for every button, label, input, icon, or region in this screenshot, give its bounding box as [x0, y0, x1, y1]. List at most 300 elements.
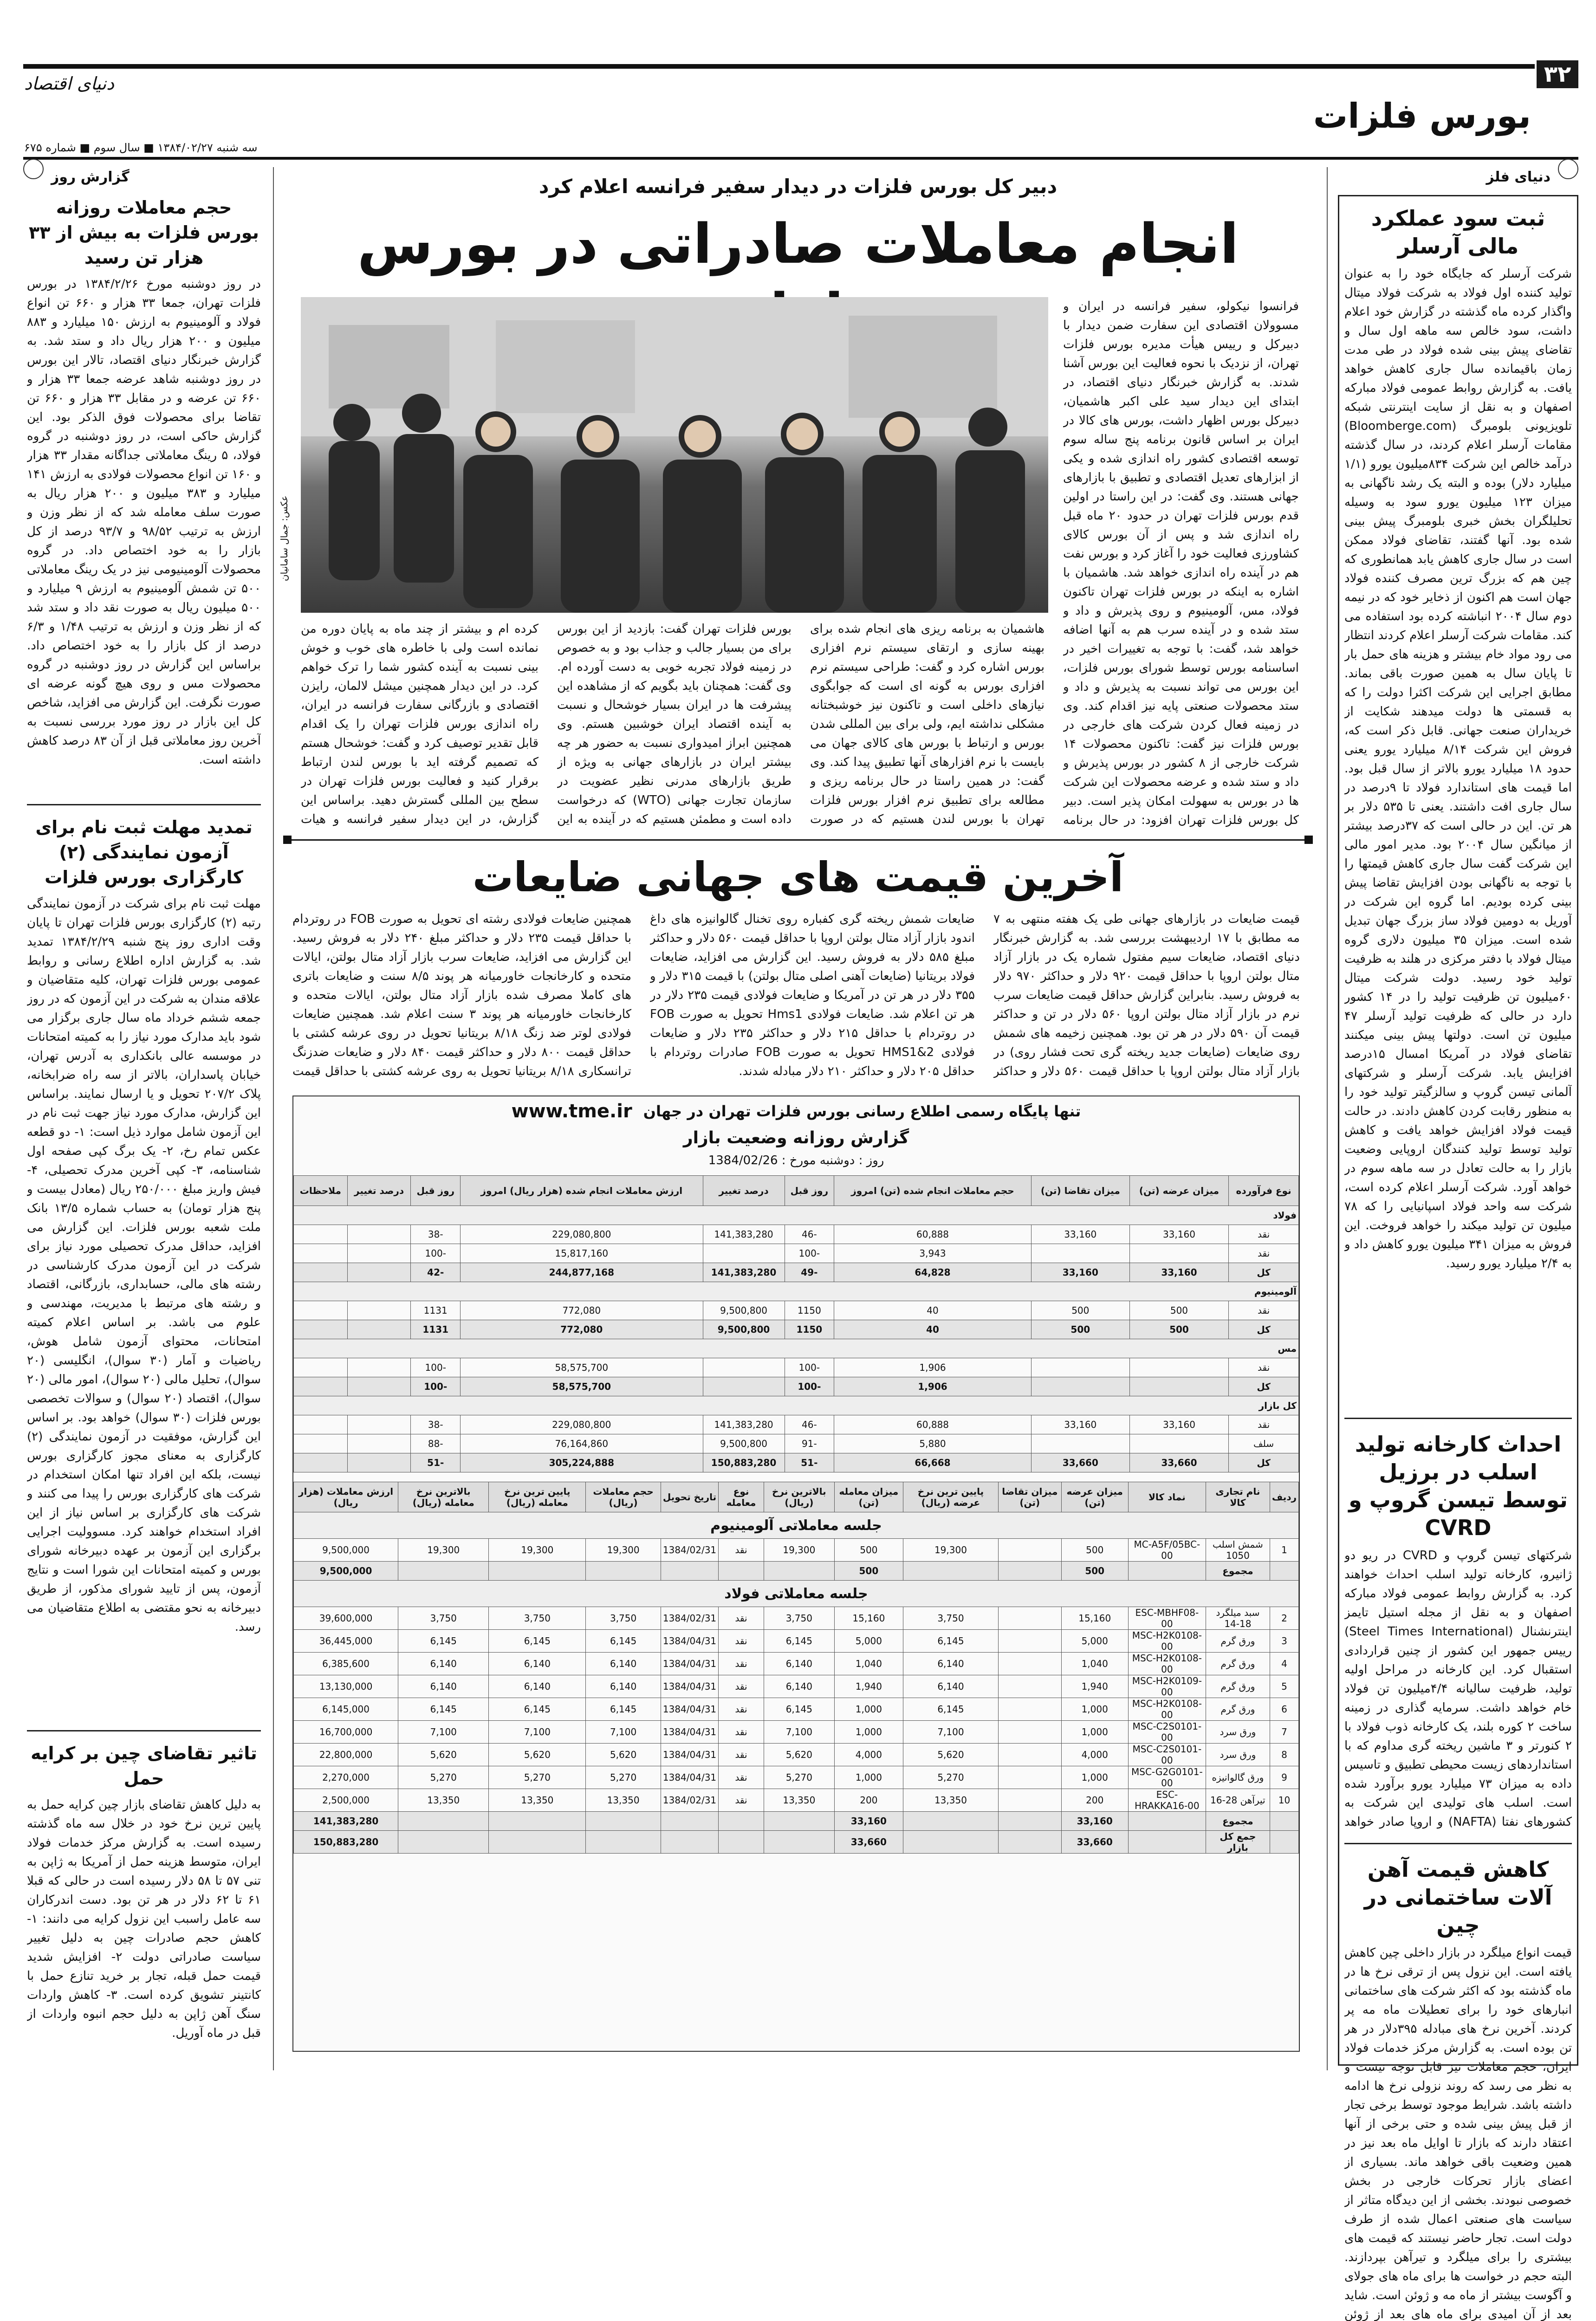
- table-cell: 141,383,280: [703, 1263, 785, 1282]
- table-cell: [347, 1434, 411, 1453]
- newspaper-logo: دنیای اقتصاد: [24, 73, 115, 94]
- table-cell: 200: [1061, 1789, 1128, 1812]
- table-cell: 1,000: [834, 1698, 903, 1721]
- table-cell: 1,000: [1061, 1721, 1128, 1744]
- table-cell: [719, 1812, 764, 1831]
- table-cell: 1: [1270, 1539, 1298, 1562]
- table-cell: 1384/04/31: [661, 1744, 718, 1766]
- table-cell: 13,350: [586, 1789, 661, 1812]
- table-row: [294, 1675, 1299, 1698]
- table-cell: [903, 1562, 998, 1581]
- table-row: [294, 1301, 1299, 1320]
- table-cell: 15,817,160: [461, 1244, 703, 1263]
- table-cell: نقد: [719, 1766, 764, 1789]
- table-row: [294, 1653, 1299, 1675]
- section-title: بورس فلزات: [1313, 96, 1531, 136]
- table-cell: [903, 1812, 998, 1831]
- table-cell: [347, 1301, 411, 1320]
- table-cell: 7,100: [398, 1721, 489, 1744]
- table-cell: MSC-G2G0101-00: [1128, 1766, 1206, 1789]
- table-row: [294, 1766, 1299, 1789]
- table-cell: [347, 1320, 411, 1339]
- table-cell: 13,130,000: [294, 1675, 398, 1698]
- table-cell: 6,145: [764, 1630, 834, 1653]
- table-cell: 500: [834, 1562, 903, 1581]
- article-title: تاثیر تقاضای چین بر کرایه حمل: [31, 1743, 257, 1789]
- table-cell: 19,300: [489, 1539, 586, 1562]
- table-cell: مجموع: [1206, 1812, 1270, 1831]
- table-cell: نقد: [719, 1607, 764, 1630]
- table-cell: 3: [1270, 1630, 1298, 1653]
- table-cell: 33,660: [1061, 1831, 1128, 1854]
- table-cell: 6,145: [903, 1630, 998, 1653]
- table-cell: 1,000: [1061, 1698, 1128, 1721]
- table-cell: 3,750: [764, 1607, 834, 1630]
- table-cell: [998, 1607, 1061, 1630]
- table-cell: 6,145: [398, 1630, 489, 1653]
- table-cell: 1,940: [834, 1675, 903, 1698]
- scrap-headline: آخرین قیمت های جهانی ضایعات: [472, 853, 1124, 901]
- table-cell: 9,500,800: [703, 1320, 785, 1339]
- table-cell: نقد: [1229, 1358, 1299, 1377]
- table-cell: 229,080,800: [461, 1225, 703, 1244]
- table-cell: نقد: [719, 1789, 764, 1812]
- table-cell: [703, 1377, 785, 1396]
- table-cell: نقد: [719, 1721, 764, 1744]
- table-cell: [489, 1831, 586, 1854]
- table-cell: 33,160: [1129, 1263, 1228, 1282]
- table-cell: [1129, 1244, 1228, 1263]
- column-header: ملاحظات: [294, 1176, 348, 1206]
- table-cell: -46: [785, 1415, 834, 1434]
- table-cell: 500: [1061, 1562, 1128, 1581]
- table-cell: [294, 1358, 348, 1377]
- table-cell: 5,620: [489, 1744, 586, 1766]
- table-cell: -100: [785, 1377, 834, 1396]
- group-row: [294, 1339, 1299, 1358]
- table-cell: 244,877,168: [461, 1263, 703, 1282]
- table-cell: نقد: [719, 1539, 764, 1562]
- column-header: درصد تغییر: [347, 1176, 411, 1206]
- table-cell: [1031, 1358, 1129, 1377]
- column-rule: [273, 167, 274, 2070]
- table-cell: 7,100: [489, 1721, 586, 1744]
- table-cell: 33,160: [1031, 1415, 1129, 1434]
- table-cell: -46: [785, 1225, 834, 1244]
- table-cell: 5,620: [764, 1744, 834, 1766]
- table-cell: ESC-MBHF08-00: [1128, 1607, 1206, 1630]
- table-cell: 39,600,000: [294, 1607, 398, 1630]
- table-cell: 22,800,000: [294, 1744, 398, 1766]
- table-cell: 7,100: [764, 1721, 834, 1744]
- table-cell: 150,883,280: [703, 1453, 785, 1472]
- table-cell: 13,350: [398, 1789, 489, 1812]
- table-cell: MSC-C2S0101-00: [1128, 1721, 1206, 1744]
- article-body: به دلیل کاهش تقاضای بازار چین کرایه حمل به پایین ترین نرخ خود در خلال سه ماه گذشته رسیده است. به گزارش مرکز خدمات فولاد ایران، متوسط هزینه حمل از آمریکا به ژاپن به تنی ۵۷ تا ۵۸ دلار رسیده است در حالی که قبلا ۶۱ تا ۶۲ دلار در هر تن بود. دست اندرکاران سه عامل راسبب این نزول کرایه می دانند: ۱- کاهش حجم صادرات چین به دلیل تغییر سیاست صادراتی دولت ۲- افزایش شدید قیمت حمل قبله، تجار بر خرید تنازع حمل با کانتینر تشویق کرده است. ۳- کاهش واردات سنگ آهن ژاپن به دلیل حجم انبوه واردات از قبل در ماه آوریل.: [27, 1798, 261, 2040]
- table-cell: 6,385,600: [294, 1653, 398, 1675]
- table-row: [294, 1831, 1299, 1854]
- table-cell: [998, 1744, 1061, 1766]
- table-cell: 5,620: [398, 1744, 489, 1766]
- table-cell: -91: [785, 1434, 834, 1453]
- table-cell: نقد: [719, 1630, 764, 1653]
- table-cell: ورق گرم: [1206, 1675, 1270, 1698]
- column-header: نماد کالا: [1128, 1482, 1206, 1512]
- lead-column-4: کرده ام و بیشتر از چند ماه به پایان دوره من نمانده است ولی با خاطره های خوب و خوش بینی نسبت به آینده کشور شما را ترک خواهم کرد. در این دیدار همچنین میشل لالمان، رایزن اقتصادی و بازرگانی سفارت فرانسه در ایران، راه اندازی بورس فلزات تهران را یک اقدام قابل تقدیر توصیف کرد و گفت: خوشحال هستم که تصمیم گرفته اید با بورس لندن ارتباط برقرار کنید و فعالیت بورس فلزات تهران در سطح بین المللی گسترش دهید. براساس این گزارش، در این دیدار سفیر فرانسه و هیات: [301, 622, 538, 826]
- site-url[interactable]: www.tme.ir: [511, 1101, 632, 1122]
- scrap-column-3: همچنین ضایعات فولادی رشته ای تحویل به صورت FOB در روتردام با حداقل قیمت ۲۳۵ دلار و حداکثر مبلغ ۲۴۰ دلار به فروش رسید. این گزارش می افزاید، ضایعات سرب بازار آزاد متال بولتن، ایالات متحده و کارخانجات خاورمیانه هر پوند ۸/۵ سنت و ضایعات باتری های کاملا مصرف شده بازار آزاد متال بولتن، ایالات متحده و کارخانجات خاورمیانه هر پوند ۳ سنت اعلام شد. همچنین ضایعات فولادی لوتر ضد زنگ ۸/۱۸ بریتانیا تحویل در روی عرشه کشتی با حداقل قیمت ۸۰۰ دلار و حداکثر قیمت ۸۴۰ دلار و ضایعات ضدزنگ ترانسکاری ۸/۱۸ بریتانیا تحویل به روی عرشه کشتی با حداقل قیمت: [292, 912, 631, 1078]
- divider-marker: [1304, 836, 1313, 844]
- group-row: [294, 1396, 1299, 1415]
- table-cell: 40: [834, 1301, 1032, 1320]
- session-row: [294, 1512, 1299, 1539]
- table-cell: MC-A5F/05BC-00: [1128, 1539, 1206, 1562]
- table-cell: [703, 1358, 785, 1377]
- article-title: احداث کارخانه تولید اسلب در برزیل توسط تیسن گروپ و CVRD: [1349, 1432, 1568, 1540]
- group-name: مس: [294, 1339, 1299, 1358]
- table-cell: [347, 1358, 411, 1377]
- table-cell: 1384/04/31: [661, 1653, 718, 1675]
- table-row: [294, 1789, 1299, 1812]
- table-cell: 9: [1270, 1766, 1298, 1789]
- table-cell: 1384/04/31: [661, 1630, 718, 1653]
- table-cell: MSC-H2K0109-00: [1128, 1675, 1206, 1698]
- table-cell: 3,750: [586, 1607, 661, 1630]
- table-cell: [1270, 1812, 1298, 1831]
- table-row: [294, 1225, 1299, 1244]
- table-cell: [586, 1562, 661, 1581]
- scrap-column-1: قیمت ضایعات در بازارهای جهانی طی یک هفته منتهی به ۷ مه مطابق با ۱۷ اردیبهشت بررسی شد. به گزارش خبرنگار دنیای اقتصاد، ضایعات سیم مفتول شماره یک در بازار آزاد متال بولتن اروپا با حداقل قیمت ۹۲۰ دلار و حداکثر ۹۷۰ دلار به فروش رسید. بنابراین گزارش حداقل قیمت ضایعات سرب نرم در بازار آزاد متال بولتن اروپا ۵۶۰ دلار در تن و حداکثر قیمت آن ۵۹۰ دلار در هر تن بود. همچنین زخیمه های شمش روی ضایعات (ضایعات جدید ریخته گری تحت فشار روی) در بازار آزاد متال بولتن اروپا با حداقل قیمت ۵۶۰ دلار و حداکثر: [993, 912, 1300, 1078]
- table-row: [294, 1562, 1299, 1581]
- divider: [27, 1730, 261, 1731]
- table-cell: [998, 1831, 1061, 1854]
- table-cell: -51: [411, 1453, 461, 1472]
- table-cell: 15,160: [834, 1607, 903, 1630]
- table-cell: 772,080: [461, 1301, 703, 1320]
- table-cell: 5,270: [764, 1766, 834, 1789]
- column-label: دنیای فلز: [1486, 169, 1551, 185]
- table-cell: ورق گرم: [1206, 1653, 1270, 1675]
- column-header: درصد تغییر: [703, 1176, 785, 1206]
- section-divider: [283, 839, 1313, 841]
- table-cell: 58,575,700: [461, 1377, 703, 1396]
- lead-column-1: فرانسوا نیکولو، سفیر فرانسه در ایران و مسوولان اقتصادی این سفارت ضمن دیدار با دبیرکل و رییس هیأت مدیره بورس فلزات تهران، از نزدیک با نحوه فعالیت این بورس آشنا شدند. به گزارش خبرنگار دنیای اقتصاد، در ابتدای این دیدار سید علی اکبر هاشمیان، دبیرکل بورس اظهار داشت، بورس های کالا در ایران بر اساس قانون برنامه پنج ساله سوم توسعه اقتصادی کشور راه اندازی شده و یکی از ابزارهای تعدیل اقتصادی و تطبیق با بازارهای جهانی هستند. وی گفت: در این راستا در اولین قدم بورس فلزات تهران در حدود ۲۰ ماه قبل راه اندازی شد و پس از آن بورس کالای کشاورزی فعالیت خود را آغاز کرد و بورس نفت هم در آینده راه اندازی خواهد شد. هاشمیان با اشاره به اینکه در بورس فلزات تهران تاکنون فولاد، مس، آلومینیوم و روی پذیرش و داد و ستد شده و در آینده سرب هم به آنها اضافه خواهد شد، گفت: با توجه به تغییرات اخیر در اساسنامه بورس توسط شورای بورس فلزات، این بورس می تواند نسبت به پذیرش و داد و ستد محصولات صنعتی پایه نیز اقدام کند. وی در زمینه فعال کردن شرکت های خارجی در بورس فلزات نیز گفت: تاکنون محصولات ۱۴ شرکت خارجی از ۸ کشور در بورس پذیرش و داد و ستد شده و عرضه محصولات این شرکت ها در بورس به سهولت امکان پذیر است. دبیر کل بورس فلزات تهران افزود: در حال برنامه: [1063, 299, 1299, 827]
- table-cell: 6,145: [903, 1698, 998, 1721]
- column-header: ردیف: [1270, 1482, 1298, 1512]
- table-cell: MSC-H2K0108-00: [1128, 1698, 1206, 1721]
- table-cell: 4: [1270, 1653, 1298, 1675]
- table-cell: [998, 1562, 1061, 1581]
- group-name: فولاد: [294, 1206, 1299, 1225]
- table-cell: -38: [411, 1415, 461, 1434]
- table-cell: [998, 1721, 1061, 1744]
- column-header: ارزش معاملات انجام شده (هزار ریال) امروز: [461, 1176, 703, 1206]
- table-cell: 64,828: [834, 1263, 1032, 1282]
- table-cell: [294, 1263, 348, 1282]
- table-cell: 1,940: [1061, 1675, 1128, 1698]
- table-cell: 6,140: [903, 1653, 998, 1675]
- table-cell: 19,300: [764, 1539, 834, 1562]
- column-label: گزارش روز: [51, 169, 130, 185]
- table-cell: -51: [785, 1453, 834, 1472]
- table-cell: 6,140: [764, 1653, 834, 1675]
- table-cell: کل: [1229, 1377, 1299, 1396]
- column-header: روز قبل: [785, 1176, 834, 1206]
- article-body: شرکت آرسلر که جایگاه خود را به عنوان تولید کننده اول فولاد به شرکت فولاد میتال واگذار کرده ماه گذشته در گزارش خود اعلام داشت، سود خالص سه ماهه اول سال و تقاضای پیش بینی شده فولاد در طی مدت زمان باقیمانده سال جاری کاهش خواهد یافت. به گزارش روابط عمومی فولاد مبارکه اصفهان و به نقل از سایت اینترنتی شبکه تلویزیونی بلومبرگ (Bloomberge.com) مقامات آرسلر اعلام کردند، در سال گذشته درآمد خالص این شرکت ۸۳۴میلیون یورو (۱/۱ میلیارد دلار) بوده و البته یک رشد ناگهانی به میزان ۱۲۳ میلیون یورو سود به وسیله تحلیلگران بخش خبری بلومبرگ پیش بینی شده بود. آنها گفتند، تقاضای فولاد ممکن است در سال جاری کاهش یابد همانطوری که چین هم که بزرگ ترین مصرف کننده فولاد جهان است هم اکنون از ذخایر خود که در نیمه دوم سال ۲۰۰۴ انباشته کرده بود استفاده می کند. مقامات شرکت آرسلر اعلام کردند انتظار می رود مواد خام بیشتر و هزینه های حمل بار تا پایان سال به همین صورت باقی بماند. مطابق اجرایی این شرکت اکثرا دولت را که به قسمتی ها دولت میدهند شکایت از خریداران صنعت جهانی. قابل ذکر است که، فروش این شرکت ۸/۱۴ میلیارد یورو یعنی حدود ۱۸ میلیارد یورو بالاتر از سال قبل بود. اما قیمت های استاندارد فولاد تا ۹درصد در سال جاری افت داشتند. یعنی تا ۵۳۵ دلار بر هر تن. این در حالی است که ۳۷درصد بیشتر از میانگین سال ۲۰۰۴ بود. مدیر امور مالی این شرکت گفت سال جاری کاهش قیمتها را با توجه به ناگهانی بودن افزایش تقاضا پیش بینی کرده بودیم. اما گروه این شرکت در آوریل به دومین فولاد ساز بزرگ جهان تبدیل شده است. میزان ۳۵ میلیون دلاری گروه میتال فولاد با دفتر مرکزی در هلند به ظرفیت تولید خود رسید. دولت شرکت میتال ۶۰میلیون تن ظرفیت تولید را در ۱۴ کشور دارد در حالی که ظرفیت تولید آرسلر ۴۷ میلیون تن است. دولتها پیش بینی میکنند تقاضای فولاد در آمریکا امسال ۱۵درصد افزایش یابد. شرکت آرسلر و شرکتهای آلمانی تیسن گروپ و سالزگیتر تولید خود را به منظور رقابت کردن کاهش دادند. در حالت قیمت فولاد افزایش خواهد یافت و کاهش تولید توسط تولید کنندگان اروپایی وضعیت بازار را به حالت تعادل در سه ماهه سوم در خواهد آورد. شرکت آرسلر اعلام کرده است، شرکت سه واحد فولاد اسپانیایی را که ۷۸ میلیون تن تولید میکند را خواهد فروخت. این فروش به میزان ۳۴۱ میلیون یورو کاهش داد و به ۲/۴ میلیارد یورو رسید.: [1344, 267, 1572, 1271]
- table-cell: نقد: [719, 1698, 764, 1721]
- table-cell: 16,700,000: [294, 1721, 398, 1744]
- table-cell: [1128, 1812, 1206, 1831]
- table-cell: 1,000: [1061, 1766, 1128, 1789]
- column-header: حجم معاملات انجام شده (تن) امروز: [834, 1176, 1032, 1206]
- table-cell: 6,145: [586, 1698, 661, 1721]
- table-cell: نقد: [1229, 1244, 1299, 1263]
- table-cell: 1384/02/31: [661, 1539, 718, 1562]
- table-row: [294, 1263, 1299, 1282]
- table-cell: شمش اسلب 1050: [1206, 1539, 1270, 1562]
- table-cell: 1,906: [834, 1358, 1032, 1377]
- table-cell: 500: [1061, 1539, 1128, 1562]
- table-cell: 66,668: [834, 1453, 1032, 1472]
- table-row: [294, 1607, 1299, 1630]
- detail-table: [293, 1482, 1299, 1854]
- table-cell: [998, 1698, 1061, 1721]
- table-cell: [998, 1539, 1061, 1562]
- table-cell: [998, 1675, 1061, 1698]
- market-report: [292, 1096, 1300, 2052]
- table-cell: [998, 1653, 1061, 1675]
- table-cell: -100: [785, 1358, 834, 1377]
- report-title: گزارش روزانه وضعیت بازار: [683, 1128, 909, 1148]
- table-cell: [347, 1244, 411, 1263]
- table-cell: 33,660: [1031, 1453, 1129, 1472]
- session-title: جلسه معاملاتی فولاد: [294, 1581, 1299, 1607]
- table-row: [294, 1630, 1299, 1653]
- left-column: [23, 167, 265, 2070]
- table-cell: [294, 1225, 348, 1244]
- table-cell: [703, 1244, 785, 1263]
- table-cell: 5,270: [586, 1766, 661, 1789]
- table-cell: [764, 1812, 834, 1831]
- masthead-top-rule: [23, 64, 1535, 69]
- table-cell: 8: [1270, 1744, 1298, 1766]
- table-cell: تیرآهن 28-16: [1206, 1789, 1270, 1812]
- table-cell: 6,145: [489, 1698, 586, 1721]
- table-cell: 1131: [411, 1301, 461, 1320]
- column-header: میزان عرضه (تن): [1061, 1482, 1128, 1512]
- table-cell: 1131: [411, 1320, 461, 1339]
- table-cell: [998, 1789, 1061, 1812]
- table-cell: [903, 1831, 998, 1854]
- article-title: کاهش قیمت آهن آلات ساختمانی در چین: [1364, 1857, 1552, 1938]
- table-cell: 500: [1129, 1320, 1228, 1339]
- table-cell: 2: [1270, 1607, 1298, 1630]
- scrap-column-2: ضایعات شمش ریخته گری کفباره روی تخنال گالوانیزه های داغ اندود بازار آزاد متال بولتن اروپا با حداقل قیمت ۵۶۰ دلار و حداکثر مبلغ ۵۸۵ دلار به فروش رسید. این گزارش می افزاید، ضایعات فولاد بریتانیا (ضایعات آهنی اصلی متال بولتن) با قیمت ۳۱۵ دلار و ۳۵۵ دلار در هر تن در آمریکا و ضایعات فولادی قیمت ۲۳۵ دلار در هر تن اعلام شد. ضایعات فولادی Hms1 تحویل به صورت FOB در روتردام با حداقل ۲۱۵ دلار و حداکثر ۲۳۵ دلار و ضایعات فولادی HMS1&2 تحویل به صورت FOB صادرات روتردام با حداقل ۲۰۵ دلار و حداکثر ۲۱۰ دلار مبادله شدند.: [650, 912, 975, 1078]
- table-cell: 6,140: [489, 1653, 586, 1675]
- table-cell: 2,500,000: [294, 1789, 398, 1812]
- table-cell: 33,160: [1031, 1263, 1129, 1282]
- table-cell: 6,140: [586, 1675, 661, 1698]
- column-header: نوع فرآورده: [1229, 1176, 1299, 1206]
- table-cell: 1384/04/31: [661, 1721, 718, 1744]
- group-name: کل بازار: [294, 1396, 1299, 1415]
- table-cell: 1384/02/31: [661, 1789, 718, 1812]
- table-cell: 6,145: [398, 1698, 489, 1721]
- lead-kicker: دبیر کل بورس فلزات در دیدار سفیر فرانسه اعلام کرد: [538, 175, 1058, 198]
- table-cell: [398, 1831, 489, 1854]
- table-cell: 10: [1270, 1789, 1298, 1812]
- table-cell: [719, 1562, 764, 1581]
- photo-credit: عکس: جمال سامانیان: [279, 495, 290, 582]
- table-cell: 5,620: [586, 1744, 661, 1766]
- column-header: میزان تقاضا (تن): [998, 1482, 1061, 1512]
- article-body: در روز دوشنبه مورخ ۱۳۸۴/۲/۲۶ در بورس فلزات تهران، جمعا ۳۳ هزار و ۶۶۰ تن انواع فولاد و آلومینیوم به ارزش ۱۵۰ میلیارد و ۸۸۳ میلیون و ۲۰۰ هزار ریال داد و ستد شد. به گزارش خبرنگار دنیای اقتصاد، تالار این بورس در روز دوشنبه شاهد عرضه جمعا ۳۳ هزار و ۶۶۰ تن عرضه و در مقابل ۳۳ هزار و ۶۶۰ تن تقاضا برای محصولات فوق الذکر بود. این گزارش حاکی است، در روز دوشنبه در گروه فولاد، ۵ رینگ معاملاتی جداگانه مقدار ۳۳ هزار و ۱۶۰ تن انواع محصولات فولادی به ارزش ۱۴۱ میلیارد و ۳۸۳ میلیون و ۲۰۰ هزار ریال به صورت سلف معامله شد که از نظر وزن و ارزش به ترتیب ۹۸/۵۲ و ۹۳/۷ درصد از کل بازار را به خود اختصاص داد. در گروه محصولات آلومینیومی نیز در یک رینگ معاملاتی ۵۰۰ تن شمش آلومینیوم به ارزش ۹ میلیارد و ۵۰۰ میلیون ریال به صورت نقد داد و ستد شد که از نظر وزن و ارزش به ترتیب ۱/۴۸ و ۶/۳ درصد از کل بازار را به خود اختصاص داد. براساس این گزارش در روز دوشنبه در گروه محصولات مس و روی هیچ گونه عرضه ای صورت نگرفت. این گزارش می افزاید، شاخص کل این بازار در روز مورد بررسی نسبت به آخرین روز معاملاتی قبل از آن ۸۳ درصد کاهش داشته است.: [27, 277, 261, 767]
- table-cell: 33,160: [1031, 1225, 1129, 1244]
- lead-headline: انجام معاملات صادراتی در بورس: [357, 212, 1239, 276]
- table-cell: 9,500,800: [703, 1301, 785, 1320]
- table-cell: 33,160: [1129, 1225, 1228, 1244]
- table-cell: 36,445,000: [294, 1630, 398, 1653]
- table-row: [294, 1320, 1299, 1339]
- table-cell: ورق سرد: [1206, 1721, 1270, 1744]
- column-header: پایین ترین نرخ معامله (ریال): [489, 1482, 586, 1512]
- table-cell: 4,000: [834, 1744, 903, 1766]
- table-cell: 5: [1270, 1675, 1298, 1698]
- table-cell: 19,300: [398, 1539, 489, 1562]
- table-cell: نقد: [1229, 1415, 1299, 1434]
- table-row: [294, 1698, 1299, 1721]
- dateline: سه شنبه ۱۳۸۴/۰۲/۲۷ ■ سال سوم ■ شماره ۶۷۵: [24, 141, 258, 154]
- table-cell: ورق گرم: [1206, 1698, 1270, 1721]
- right-column: [1337, 167, 1578, 2321]
- table-cell: 15,160: [1061, 1607, 1128, 1630]
- table-cell: 6,140: [398, 1675, 489, 1698]
- table-cell: 5,270: [903, 1766, 998, 1789]
- table-cell: 3,750: [903, 1607, 998, 1630]
- table-cell: 58,575,700: [461, 1358, 703, 1377]
- table-cell: جمع کل بازار: [1206, 1831, 1270, 1854]
- table-cell: 4,000: [1061, 1744, 1128, 1766]
- table-cell: 500: [1129, 1301, 1228, 1320]
- table-cell: [347, 1263, 411, 1282]
- lead-column-2: هاشمیان به برنامه ریزی های انجام شده برای بهینه سازی و ارتقای سیستم نرم افزاری بورس اشاره کرد و گفت: طراحی سیستم نرم افزاری بورس به گونه ای است که جوابگوی نیازهای داخلی است و تاکنون نیز خوشبختانه مشکلی نداشته ایم، ولی برای بین المللی شدن بورس و ارتباط با بورس های کالای جهان می بایست با نرم افزارهای آنها تطبیق پیدا کند. وی گفت: در همین راستا در حال برنامه ریزی و مطالعه برای تطبیق نرم افزار بورس فلزات تهران با بورس لندن هستیم که در صورت: [810, 622, 1045, 826]
- table-cell: [294, 1434, 348, 1453]
- table-cell: 60,888: [834, 1415, 1032, 1434]
- table-cell: 13,350: [489, 1789, 586, 1812]
- table-cell: کل: [1229, 1263, 1299, 1282]
- table-cell: 7,100: [586, 1721, 661, 1744]
- table-cell: 6,140: [903, 1675, 998, 1698]
- table-cell: 33,160: [1061, 1812, 1128, 1831]
- table-cell: 40: [834, 1320, 1032, 1339]
- table-cell: 141,383,280: [294, 1812, 398, 1831]
- table-cell: [586, 1831, 661, 1854]
- table-cell: [347, 1377, 411, 1396]
- table-cell: 9,500,000: [294, 1539, 398, 1562]
- article-title: حجم معاملات روزانه بورس فلزات به بیش از ۳۳ هزار تن رسید: [29, 197, 259, 268]
- table-cell: نقد: [719, 1653, 764, 1675]
- table-cell: 141,383,280: [703, 1225, 785, 1244]
- table-cell: 9,500,000: [294, 1562, 398, 1581]
- table-cell: 7,100: [903, 1721, 998, 1744]
- table-cell: -38: [411, 1225, 461, 1244]
- column-header: نوع معامله: [719, 1482, 764, 1512]
- table-cell: ورق سرد: [1206, 1744, 1270, 1766]
- table-cell: نقد: [1229, 1225, 1299, 1244]
- table-cell: MSC-H2K0108-00: [1128, 1653, 1206, 1675]
- table-cell: [1128, 1562, 1206, 1581]
- table-cell: 6,140: [398, 1653, 489, 1675]
- table-cell: -88: [411, 1434, 461, 1453]
- photo-people: [301, 297, 1048, 613]
- table-cell: 500: [834, 1539, 903, 1562]
- session-row: [294, 1581, 1299, 1607]
- table-cell: 19,300: [903, 1539, 998, 1562]
- table-cell: [719, 1831, 764, 1854]
- table-cell: 1384/02/31: [661, 1607, 718, 1630]
- table-cell: 33,160: [1129, 1415, 1228, 1434]
- table-cell: -42: [411, 1263, 461, 1282]
- table-cell: ورق گالوانیزه: [1206, 1766, 1270, 1789]
- page-number-box: ۳۲: [1537, 60, 1578, 88]
- site-line: تنها پایگاه رسمی اطلاع رسانی بورس فلزات تهران در جهان: [643, 1102, 1081, 1120]
- table-cell: 305,224,888: [461, 1453, 703, 1472]
- table-cell: 60,888: [834, 1225, 1032, 1244]
- table-cell: سبد میلگرد 18-14: [1206, 1607, 1270, 1630]
- table-row: [294, 1434, 1299, 1453]
- article-title: تمدید مهلت ثبت نام برای آزمون نمایندگی (۲) کارگزاری بورس فلزات: [35, 817, 253, 888]
- table-cell: 1150: [785, 1320, 834, 1339]
- table-row: [294, 1721, 1299, 1744]
- group-row: [294, 1282, 1299, 1301]
- table-cell: [1270, 1831, 1298, 1854]
- table-cell: 500: [1031, 1301, 1129, 1320]
- column-header: پایین ترین نرخ عرضه (ریال): [903, 1482, 998, 1512]
- table-cell: -100: [411, 1244, 461, 1263]
- table-cell: 13,350: [764, 1789, 834, 1812]
- report-header: [293, 1096, 1299, 1126]
- table-cell: 2,270,000: [294, 1766, 398, 1789]
- table-cell: 19,300: [586, 1539, 661, 1562]
- table-cell: [764, 1831, 834, 1854]
- table-cell: 1,000: [834, 1721, 903, 1744]
- table-cell: -100: [785, 1244, 834, 1263]
- article-title: ثبت سود عملکرد مالی آرسلر: [1371, 206, 1545, 259]
- table-cell: [347, 1225, 411, 1244]
- column-header: میزان تقاضا (تن): [1031, 1176, 1129, 1206]
- table-cell: [661, 1812, 718, 1831]
- table-cell: 6,140: [764, 1675, 834, 1698]
- group-name: آلومینیوم: [294, 1282, 1299, 1301]
- table-cell: [294, 1377, 348, 1396]
- table-cell: 1384/04/31: [661, 1766, 718, 1789]
- table-cell: 3,943: [834, 1244, 1032, 1263]
- table-cell: 1,000: [834, 1766, 903, 1789]
- table-cell: [661, 1562, 718, 1581]
- table-cell: [398, 1562, 489, 1581]
- table-cell: 6,140: [489, 1675, 586, 1698]
- table-cell: [347, 1415, 411, 1434]
- divider: [1344, 1418, 1572, 1419]
- divider: [1344, 1843, 1572, 1844]
- table-cell: [1031, 1377, 1129, 1396]
- news-photo: [301, 297, 1048, 613]
- table-cell: نقد: [1229, 1301, 1299, 1320]
- table-cell: 6,140: [586, 1653, 661, 1675]
- table-cell: [294, 1415, 348, 1434]
- table-cell: 13,350: [903, 1789, 998, 1812]
- table-cell: نقد: [719, 1744, 764, 1766]
